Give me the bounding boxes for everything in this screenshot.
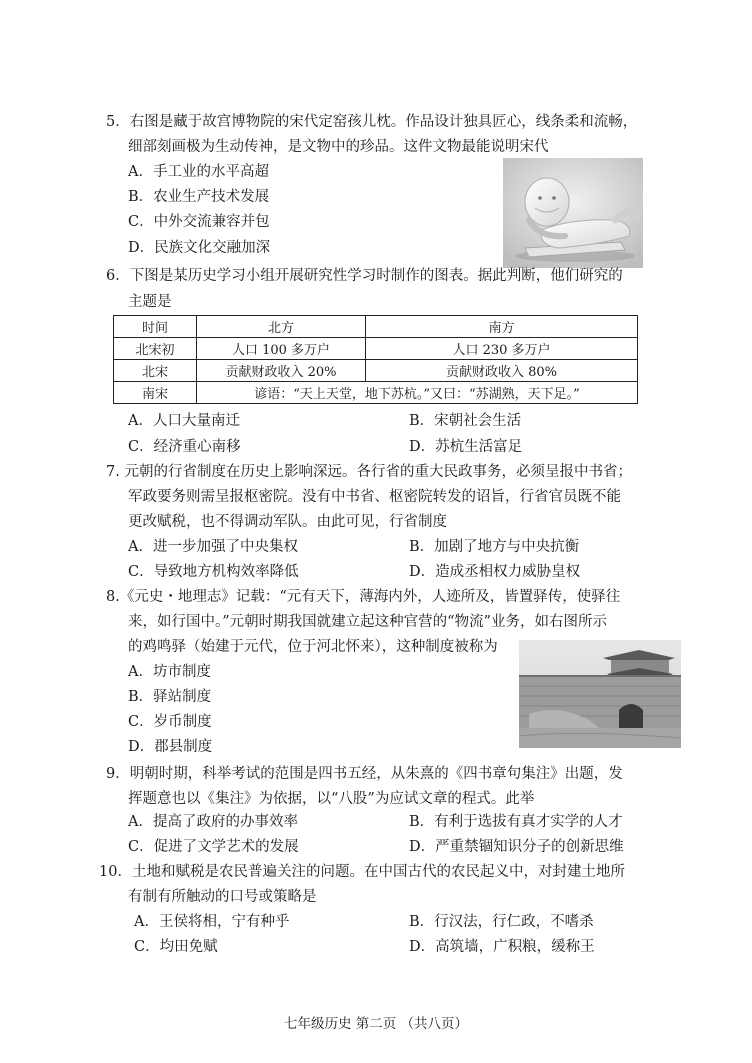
q5-stem-line1: 5．右图是藏于故宫博物院的宋代定窑孩儿枕。作品设计独具匠心，线条柔和流畅， xyxy=(106,114,638,130)
q6-stem-line2: 主题是 xyxy=(128,294,172,310)
table-cell: 人口 100 多万户 xyxy=(197,338,366,360)
q9-option-c[interactable]: C．促进了文学艺术的发展 xyxy=(128,839,299,855)
table-cell: 北宋初 xyxy=(114,338,197,360)
table-header-row xyxy=(114,316,638,338)
q6-option-d[interactable]: D．苏杭生活富足 xyxy=(409,439,523,455)
q7-option-d[interactable]: D．造成丞相权力威胁皇权 xyxy=(409,564,581,580)
q7-option-a[interactable]: A．进一步加强了中央集权 xyxy=(128,539,298,555)
q5-option-d[interactable]: D．民族文化交融加深 xyxy=(128,240,271,256)
table-cell: 贡献财政收入 80% xyxy=(366,360,638,382)
table-cell: 贡献财政收入 20% xyxy=(197,360,366,382)
q6-stem-line1: 6．下图是某历史学习小组开展研究性学习时制作的图表。据此判断，他们研究的 xyxy=(106,268,623,284)
q10-stem-line1: 10．土地和赋税是农民普遍关注的问题。在中国古代的农民起义中，对封建土地所 xyxy=(99,864,625,880)
q9-option-d[interactable]: D．严重禁锢知识分子的创新思维 xyxy=(409,839,624,855)
q8-stem-line2: 来，如行国中。”元朝时期我国就建立起这种官营的“物流”业务，如右图所示 xyxy=(128,614,607,630)
table-cell: 南宋 xyxy=(114,382,197,404)
q5-option-a[interactable]: A．手工业的水平高超 xyxy=(128,164,269,180)
table-row xyxy=(114,382,638,404)
q9-option-a[interactable]: A．提高了政府的办事效率 xyxy=(128,814,298,830)
q5-stem-line2: 细部刻画极为生动传神，是文物中的珍品。这件文物最能说明宋代 xyxy=(128,139,549,155)
q10-option-b[interactable]: B．行汉法，行仁政，不嗜杀 xyxy=(409,914,594,930)
q8-stem-line3: 的鸡鸣驿（始建于元代，位于河北怀来），这种制度被称为 xyxy=(128,639,498,655)
q8-option-b[interactable]: B．驿站制度 xyxy=(128,689,212,705)
q10-option-a[interactable]: A．王侯将相，宁有种乎 xyxy=(134,914,290,930)
child-pillow-photo xyxy=(503,158,643,268)
q8-option-c[interactable]: C．岁币制度 xyxy=(128,714,212,730)
q7-option-c[interactable]: C．导致地方机构效率降低 xyxy=(128,564,299,580)
jiming-post-station-photo xyxy=(519,640,681,748)
page-footer: 七年级历史 第二页 （共八页） xyxy=(283,1016,469,1032)
q6-option-a[interactable]: A．人口大量南迁 xyxy=(128,413,240,429)
q6-option-b[interactable]: B．宋朝社会生活 xyxy=(409,413,522,429)
q6-option-c[interactable]: C．经济重心南移 xyxy=(128,439,241,455)
q7-option-b[interactable]: B．加剧了地方与中央抗衡 xyxy=(409,539,580,555)
table-cell-proverb: 谚语：“天上天堂，地下苏杭。”又曰：“苏湖熟，天下足。” xyxy=(197,382,638,404)
q10-option-d[interactable]: D．高筑墙，广积粮，缓称王 xyxy=(409,939,595,955)
q8-stem-line1: 8.《元史・地理志》记载：“元有天下，薄海内外，人迹所及，皆置驿传，使驿往 xyxy=(106,589,621,605)
q7-stem-line3: 更改赋税，也不得调动军队。由此可见，行省制度 xyxy=(128,514,447,530)
table-cell: 北宋 xyxy=(114,360,197,382)
q9-stem-line1: 9．明朝时期，科举考试的范围是四书五经，从朱熹的《四书章句集注》出题，发 xyxy=(106,766,623,782)
table-row xyxy=(114,360,638,382)
q6-data-table xyxy=(113,315,638,404)
q9-stem-line2: 挥题意也以《集注》为依据，以“八股”为应试文章的程式。此举 xyxy=(128,791,535,807)
table-header-south: 南方 xyxy=(366,316,638,338)
table-row xyxy=(114,338,638,360)
q5-option-c[interactable]: C．中外交流兼容并包 xyxy=(128,214,270,230)
q9-option-b[interactable]: B．有利于选拔有真才实学的人才 xyxy=(409,814,623,830)
q8-option-a[interactable]: A．坊市制度 xyxy=(128,664,211,680)
table-header-time: 时间 xyxy=(114,316,197,338)
q5-option-b[interactable]: B．农业生产技术发展 xyxy=(128,189,270,205)
q7-stem-line1: 7. 元朝的行省制度在历史上影响深远。各行省的重大民政事务，必须呈报中书省； xyxy=(106,464,632,480)
q7-stem-line2: 军政要务则需呈报枢密院。没有中书省、枢密院转发的诏旨，行省官员既不能 xyxy=(128,489,621,505)
q8-option-d[interactable]: D．郡县制度 xyxy=(128,739,213,755)
table-header-north: 北方 xyxy=(197,316,366,338)
q10-option-c[interactable]: C．均田免赋 xyxy=(134,939,218,955)
q10-stem-line2: 有制有所触动的口号或策略是 xyxy=(128,889,317,905)
table-cell: 人口 230 多万户 xyxy=(366,338,638,360)
